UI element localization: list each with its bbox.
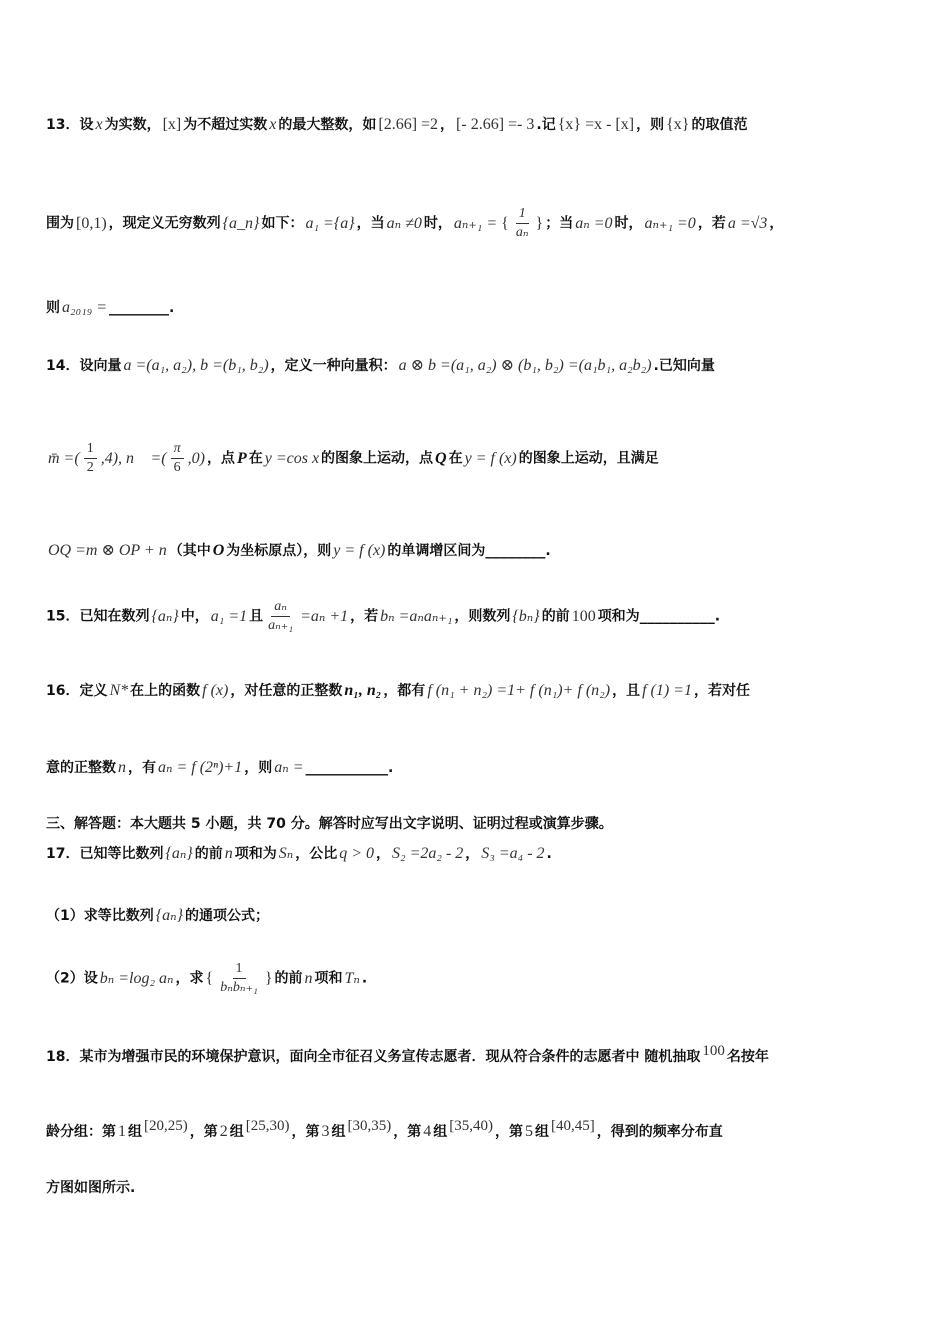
answer-blank: ___________	[305, 758, 388, 776]
q13-line3: 则 a₂₀₁₉ = ________.	[46, 298, 175, 316]
q13-line1: 13．设 x 为实数， [x] 为不超过实数 x 的最大整数，如 [2.66] =2 ， [- 2.66] =- 3 .记 {x} =x - [x] ，则 {x} 的取值范	[46, 116, 748, 133]
fraction-pi-over-6: $\frac{\pi}{6}$	[171, 440, 184, 477]
section-heading: 三、解答题：本大题共 5 小题，共 70 分。解答时应写出文字说明、证明过程或演算步骤。	[46, 816, 613, 832]
answer-blank: ________	[485, 541, 546, 559]
fraction-1-over-bnbn1: $\frac{1}{\text{bₙbₙ₊₁}}$	[220, 961, 258, 995]
q16-line2: 意的正整数 n ，有 aₙ = f (2ⁿ)+1 ，则 aₙ = ___________.	[46, 758, 394, 776]
q18-line1: 18．某市为增强市民的环境保护意识，面向全市征召义务宣传志愿者．现从符合条件的志愿者中 随机抽取 100 名按年	[46, 1043, 769, 1065]
q14-line1: 14．设向量 a =(a₁, a₂), b =(b₁, b₂) ，定义一种向量积： a ⊗ b =(a₁, a₂) ⊗ (b₁, b₂) =(a₁b₁, a₂b₂) .已知向量	[46, 357, 715, 374]
q14-line3: OQ =m ⊗ OP + n （其中 O 为坐标原点），则 y = f (x) 的单调增区间为________.	[48, 541, 551, 559]
q16-line1: 16．定义 N* 在上的函数 f (x) ，对任意的正整数 n₁, n₂ ，都有 f (n₁ + n₂) =1+ f (n₁)+ f (n₂) ，且 f (1) =1 ，若对任	[46, 682, 750, 699]
q17-line1: 17．已知等比数列 {aₙ} 的前 n 项和为 Sₙ ，公比 q > 0 ， S₂ =2a₂ - 2 ， S₃ =a₄ - 2 .	[46, 845, 552, 862]
answer-blank: ________	[109, 298, 170, 316]
q15-line: 15．已知在数列 {aₙ} 中， a₁ =1 且 $\frac{\text{aₙ}}{\text{aₙ₊₁}}$ =aₙ +1 ，若 bₙ =aₙaₙ₊₁ ，则数列 {bₙ} 的前 100 项和为__________.	[46, 599, 721, 633]
fraction-one-half: $\frac{1}{2}$	[84, 440, 97, 477]
q17-part1: （1）求等比数列 {aₙ} 的通项公式；	[46, 907, 270, 924]
fraction-1-over-an: $\frac{1}{\text{aₙ}}$	[515, 206, 529, 240]
answer-blank: __________	[639, 606, 715, 625]
q18-line2: 龄分组：第 1 组 [20,25) ，第 2 组 [25,30) ，第 3 组 [30,35) ，第 4 组 [35,40) ，第 5 组 [40,45] ，得到的频率分布直	[46, 1118, 723, 1140]
fraction-an-over-an1: $\frac{\text{aₙ}}{\text{aₙ₊₁}}$	[268, 599, 294, 633]
q14-line2: m̄ =( $\frac{1}{2}$ ,4), n⃗ =( $\frac{\pi}{6}$ ,0) ，点 P 在 y =cos x 的图象上运动，点 Q 在 y = f (x) 的图象上运动，且满足	[48, 441, 659, 475]
q18-line3: 方图如图所示.	[46, 1180, 136, 1196]
q13-line2: 围为 [0,1) ，现定义无穷数列 {a_n} 如下： a₁ ={a} ，当 aₙ ≠0 时， aₙ₊₁ = { $\frac{1}{\text{aₙ}}$ } ；当 aₙ =0 时， aₙ₊₁ =0 ，若 a =√3 ，	[46, 206, 784, 240]
q17-part2: （2）设 bₙ =log₂ aₙ ，求 { $\frac{1}{\text{bₙbₙ₊₁}}$ } 的前 n 项和 Tₙ .	[46, 961, 368, 995]
